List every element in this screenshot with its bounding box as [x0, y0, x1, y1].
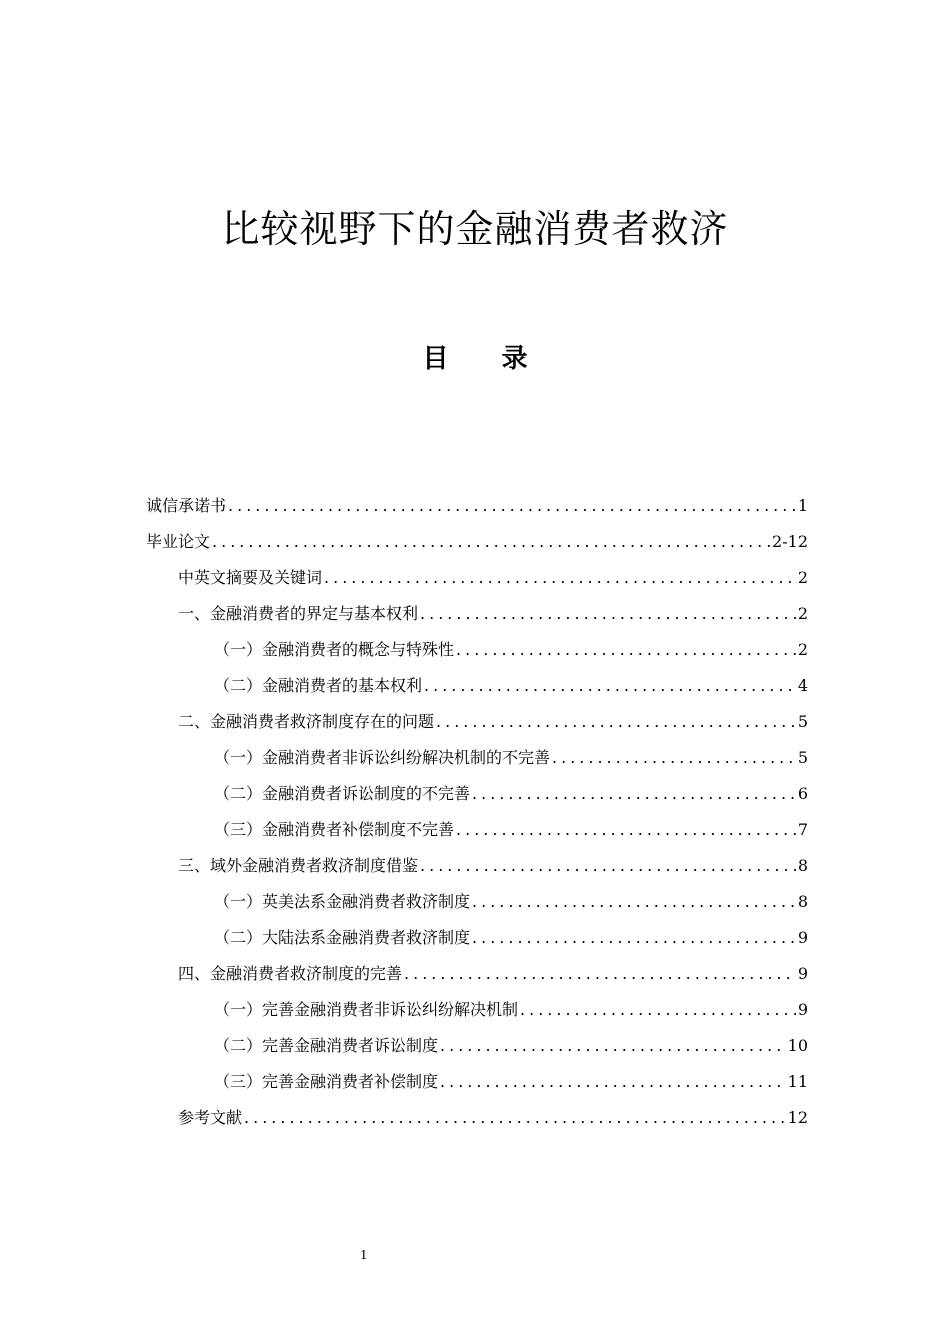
toc-leader-dots	[456, 634, 796, 666]
toc-entry[interactable]	[214, 670, 808, 702]
document-title: 比较视野下的金融消费者救济	[221, 207, 729, 251]
toc-entry[interactable]	[146, 526, 808, 558]
toc-entry-label: 四、金融消费者救济制度的完善	[178, 964, 403, 983]
toc-leader-dots	[456, 814, 796, 846]
toc-entry-page: 5	[797, 748, 808, 767]
toc-entry-label: 中英文摘要及关键词	[178, 568, 323, 587]
toc-leader-dots	[440, 1066, 786, 1098]
toc-entry[interactable]	[214, 742, 808, 774]
toc-entry-label: 三、域外金融消费者救济制度借鉴	[178, 856, 419, 875]
toc-entry[interactable]	[178, 598, 808, 630]
toc-entry-page: 1	[797, 496, 808, 515]
toc-entry-page: 4	[797, 676, 808, 695]
toc-leader-dots	[520, 994, 796, 1026]
toc-entry-page: 7	[797, 820, 808, 839]
toc-entry[interactable]	[178, 958, 808, 990]
toc-leader-dots	[212, 526, 770, 558]
toc-entry-page: 8	[797, 892, 808, 911]
toc-leader-dots	[404, 958, 796, 990]
toc-leader-dots	[244, 1102, 786, 1134]
toc-entry-page: 12	[787, 1108, 808, 1127]
toc-entry[interactable]	[214, 1066, 808, 1098]
toc-entry-page: 2	[797, 568, 808, 587]
toc-entry-label: 参考文献	[178, 1108, 243, 1127]
page-number: 1	[360, 1248, 368, 1262]
toc-entry-label: 毕业论文	[146, 532, 211, 551]
toc-leader-dots	[228, 490, 796, 522]
toc-entry-label: （一）完善金融消费者非诉讼纠纷解决机制	[214, 1000, 519, 1019]
toc-entry[interactable]	[178, 706, 808, 738]
toc-entry-label: （一）金融消费者非诉讼纠纷解决机制的不完善	[214, 748, 551, 767]
toc-entry-page: 8	[797, 856, 808, 875]
toc-entry-page: 9	[797, 928, 808, 947]
toc-entry[interactable]	[214, 1030, 808, 1062]
toc-leader-dots	[472, 778, 796, 810]
toc-entry-label: 一、金融消费者的界定与基本权利	[178, 604, 419, 623]
toc-entry-label: （二）金融消费者的基本权利	[214, 676, 423, 695]
toc-entry[interactable]	[146, 490, 808, 522]
toc-entry-page: 6	[797, 784, 808, 803]
toc-entry[interactable]	[214, 922, 808, 954]
toc-entry-page: 2-12	[772, 532, 808, 551]
toc-entry-page: 2	[797, 604, 808, 623]
toc-entry-label: （一）英美法系金融消费者救济制度	[214, 892, 471, 911]
toc-entry-page: 2	[797, 640, 808, 659]
toc-entry-label: 二、金融消费者救济制度存在的问题	[178, 712, 435, 731]
toc-entry-page: 10	[787, 1036, 808, 1055]
toc-entry[interactable]	[178, 850, 808, 882]
toc-entry[interactable]	[214, 886, 808, 918]
toc-heading: 目 录	[422, 344, 550, 374]
toc-entry[interactable]	[178, 1102, 808, 1134]
toc-leader-dots	[440, 1030, 786, 1062]
toc-leader-dots	[324, 562, 796, 594]
toc-entry-label: （三）金融消费者补偿制度不完善	[214, 820, 455, 839]
toc-entry-label: （三）完善金融消费者补偿制度	[214, 1072, 439, 1091]
toc-leader-dots	[424, 670, 796, 702]
toc-leader-dots	[472, 886, 796, 918]
toc-entry[interactable]	[214, 814, 808, 846]
toc-entry[interactable]	[214, 634, 808, 666]
toc-entry-label: （二）完善金融消费者诉讼制度	[214, 1036, 439, 1055]
toc-entry-label: （一）金融消费者的概念与特殊性	[214, 640, 455, 659]
toc-entry-page: 5	[797, 712, 808, 731]
toc-entry[interactable]	[214, 994, 808, 1026]
toc-entry-label: （二）金融消费者诉讼制度的不完善	[214, 784, 471, 803]
toc-entry-page: 9	[797, 1000, 808, 1019]
toc-leader-dots	[420, 598, 796, 630]
toc-leader-dots	[436, 706, 796, 738]
toc-leader-dots	[472, 922, 796, 954]
toc-leader-dots	[420, 850, 796, 882]
toc-leader-dots	[552, 742, 796, 774]
toc-entry[interactable]	[214, 778, 808, 810]
toc-entry-page: 9	[797, 964, 808, 983]
toc-entry-label: 诚信承诺书	[146, 496, 227, 515]
toc-entry-label: （二）大陆法系金融消费者救济制度	[214, 928, 471, 947]
toc-entry[interactable]	[178, 562, 808, 594]
toc-entry-page: 11	[787, 1072, 808, 1091]
